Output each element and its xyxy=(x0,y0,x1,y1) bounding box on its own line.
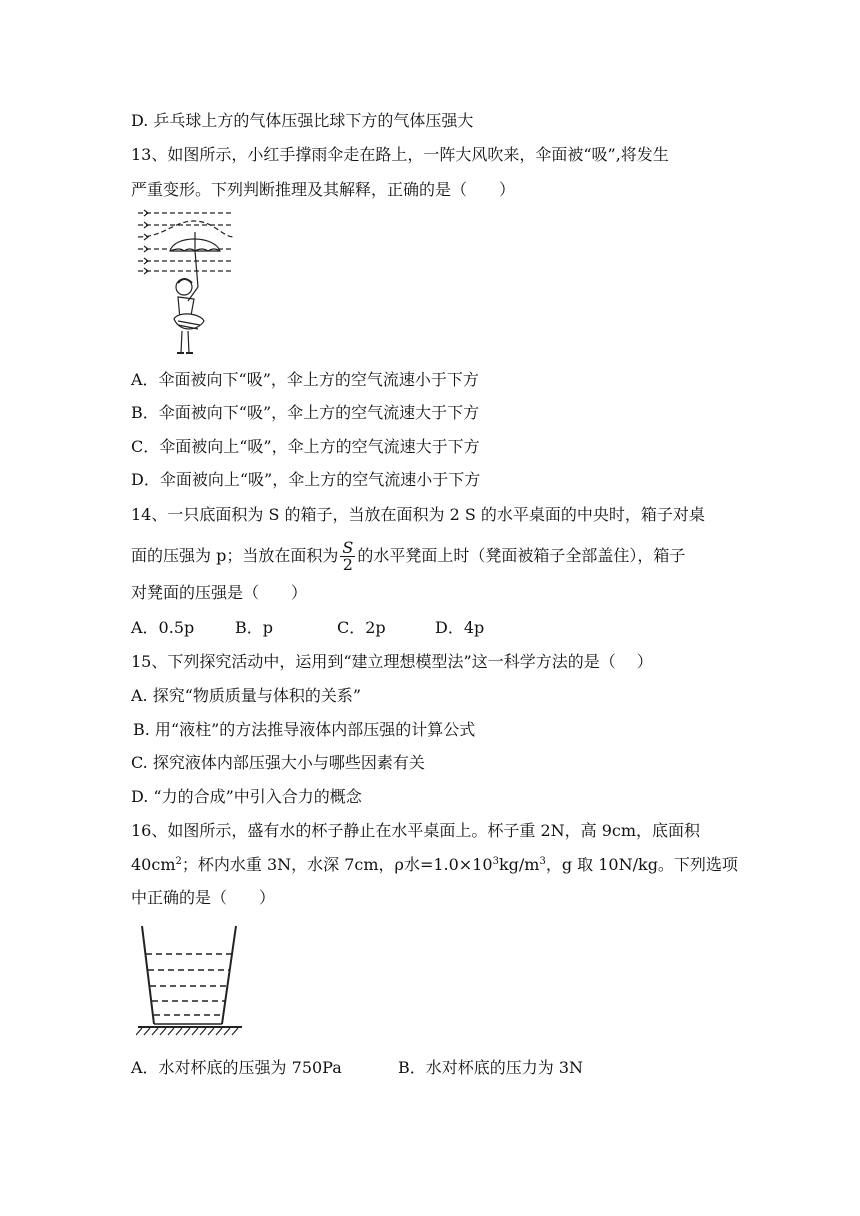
q16-option-b: B．水对杯底的压力为 3N xyxy=(398,1058,584,1077)
fraction-denominator: 2 xyxy=(342,555,353,574)
q16-line2-c: kg/m xyxy=(498,855,540,874)
q13-option-c: C．伞面被向上“吸”，伞上方的空气流速大于下方 xyxy=(131,437,480,456)
superscript: 3 xyxy=(539,856,546,867)
q14-stem-line2 xyxy=(131,540,685,573)
cup-on-table-figure xyxy=(136,922,244,1040)
q16-area-text: 40cm xyxy=(131,855,176,874)
q13-option-b: B．伞面被向下“吸”，伞上方的空气流速大于下方 xyxy=(131,403,480,422)
q14-line2-post: 的水平凳面上时（凳面被箱子全部盖住），箱子 xyxy=(357,546,686,565)
q14-option-b: B．p xyxy=(235,618,274,637)
q14-stem-line3: 对凳面的压强是（ ） xyxy=(131,583,308,602)
q15-stem: 15、下列探究活动中，运用到“建立理想模型法”这一科学方法的是（ ） xyxy=(131,652,653,671)
q13-stem-line2: 严重变形。下列判断推理及其解释，正确的是（ ） xyxy=(131,180,516,199)
q16-line2-b: ；杯内水重 3N，水深 7cm，ρ水=1.0×10 xyxy=(181,855,493,874)
q16-option-a: A．水对杯底的压强为 750Pa xyxy=(131,1058,342,1077)
q13-option-d: D．伞面被向上“吸”，伞上方的空气流速小于下方 xyxy=(131,470,481,489)
q12-option-d: D. 乒乓球上方的气体压强比球下方的气体压强大 xyxy=(131,111,474,130)
q13-stem-line1: 13、如图所示，小红手撑雨伞走在路上，一阵大风吹来，伞面被“吸”,将发生 xyxy=(131,145,669,164)
q15-option-d: D. “力的合成”中引入合力的概念 xyxy=(131,787,362,806)
q13-option-a: A．伞面被向下“吸”，伞上方的空气流速小于下方 xyxy=(131,370,479,389)
q16-line2-d: ，g 取 10N/kg。下列选项 xyxy=(545,855,738,874)
q16-stem-line3: 中正确的是（ ） xyxy=(131,888,276,907)
q14-options xyxy=(131,618,484,638)
q14-option-a: A．0.5p xyxy=(131,618,195,637)
q16-options-row xyxy=(131,1058,583,1078)
q14-option-c: C．2p xyxy=(337,618,386,637)
superscript: 2 xyxy=(175,856,182,867)
q16-stem-line2 xyxy=(131,855,738,875)
q14-option-d: D．4p xyxy=(435,618,485,637)
q16-stem-line1: 16、如图所示，盛有水的杯子静止在水平桌面上。杯子重 2N，高 9cm，底面积 xyxy=(131,821,701,840)
superscript: 3 xyxy=(492,856,499,867)
q15-option-a: A. 探究“物质质量与体积的关系” xyxy=(131,686,362,705)
q14-line2-pre: 面的压强为 p；当放在面积为 xyxy=(131,546,339,565)
q15-option-b: B. 用“液柱”的方法推导液体内部压强的计算公式 xyxy=(133,720,476,739)
fraction-numerator: S xyxy=(342,538,354,557)
q14-stem-line1: 14、一只底面积为 S 的箱子，当放在面积为 2 S 的水平桌面的中央时，箱子对桌 xyxy=(131,505,705,524)
umbrella-wind-figure xyxy=(134,207,244,362)
q15-option-c: C. 探究液体内部压强大小与哪些因素有关 xyxy=(131,753,425,772)
fraction-s-over-2 xyxy=(340,540,355,573)
